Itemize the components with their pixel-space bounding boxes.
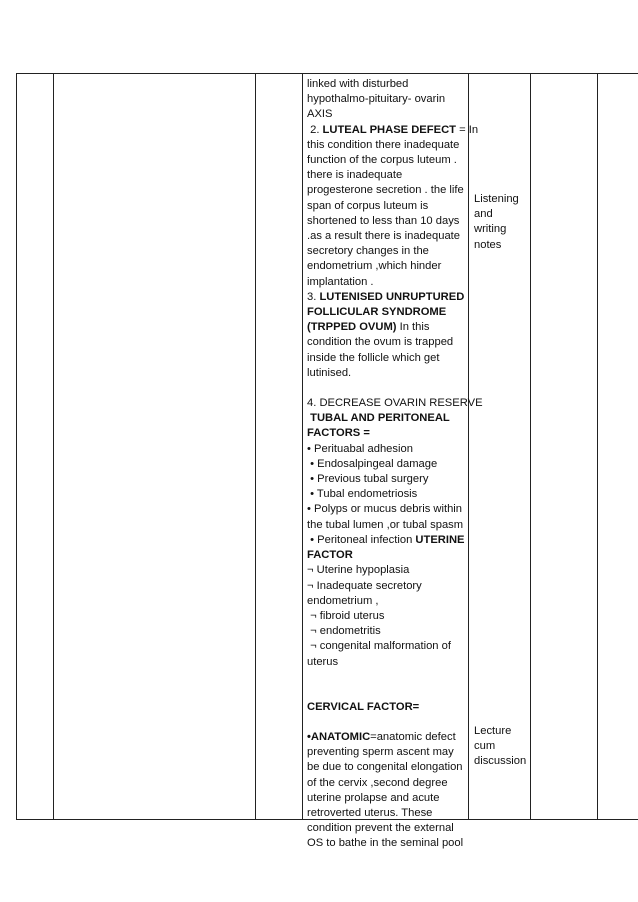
peritoneal-line: • Peritoneal infection UTERINE xyxy=(307,533,465,546)
content-line: .as a result there is inadequate xyxy=(307,230,460,243)
content-line: secretory changes in the xyxy=(307,245,429,258)
spacer xyxy=(307,670,465,700)
uterine-item: ¬ endometritis xyxy=(307,625,381,638)
content-line: condition the ovum is trapped xyxy=(307,336,454,349)
anatomic-detail: uterine prolapse and acute xyxy=(307,791,440,804)
method-line: and xyxy=(474,208,493,221)
tubal-heading-2: FACTORS = xyxy=(307,427,370,440)
content-line: linked with disturbed xyxy=(307,78,409,90)
spacer xyxy=(307,715,465,730)
anatomic-line: •ANATOMIC=anatomic defect xyxy=(307,730,456,743)
luteal-phase-heading: 2. LUTEAL PHASE DEFECT = In xyxy=(307,123,479,136)
tubal-item: • Tubal endometriosis xyxy=(307,488,418,501)
column-divider-4 xyxy=(468,73,469,819)
column-divider-3 xyxy=(302,73,303,819)
anatomic-detail: preventing sperm ascent may xyxy=(307,746,454,759)
uterine-item: ¬ Inadequate secretory xyxy=(307,579,422,592)
column-divider-1 xyxy=(53,73,54,819)
content-cell xyxy=(307,77,483,852)
content-line: endometrium ,which hinder xyxy=(307,260,442,273)
anatomic-detail: of the cervix ,second degree xyxy=(307,776,448,789)
tubal-item: • Polyps or mucus debris within xyxy=(307,503,463,516)
trapped-ovum-line: (TRPPED OVUM) In this xyxy=(307,321,430,334)
content-line: span of corpus luteum is xyxy=(307,199,429,212)
content-line: shortened to less than 10 days xyxy=(307,214,460,227)
content-line: implantation . xyxy=(307,275,374,288)
method-line: notes xyxy=(474,238,502,251)
spacer xyxy=(307,381,465,396)
method-line: Listening xyxy=(474,193,519,205)
cervical-heading: CERVICAL FACTOR= xyxy=(307,700,420,713)
ovarian-reserve-line: 4. DECREASE OVARIN RESERVE xyxy=(307,397,483,410)
content-line: progesterone secretion . the life xyxy=(307,184,464,197)
content-line: this condition there inadequate xyxy=(307,138,460,151)
anatomic-detail: be due to congenital elongation xyxy=(307,761,463,774)
method-line: Lecture xyxy=(474,725,512,737)
uterine-item: ¬ fibroid uterus xyxy=(307,609,385,622)
anatomic-detail: retroverted uterus. These xyxy=(307,806,433,819)
table-border-left xyxy=(16,73,17,819)
content-line: inside the follicle which get xyxy=(307,351,440,364)
uterine-item: endometrium , xyxy=(307,594,379,607)
method-line: discussion xyxy=(474,755,527,768)
tubal-item: the tubal lumen ,or tubal spasm xyxy=(307,518,464,531)
tubal-item: • Previous tubal surgery xyxy=(307,473,429,486)
tubal-item: • Endosalpingeal damage xyxy=(307,457,438,470)
content-line: there is inadequate xyxy=(307,169,403,182)
teaching-method-1 xyxy=(474,192,530,253)
column-divider-6 xyxy=(597,73,598,819)
uterine-item: ¬ congenital malformation of xyxy=(307,640,451,653)
uterine-heading: FACTOR xyxy=(307,549,353,562)
content-line: function of the corpus luteum . xyxy=(307,154,457,167)
uterine-item: uterus xyxy=(307,655,339,668)
content-line: hypothalmo-pituitary- ovarin xyxy=(307,93,446,106)
column-divider-5 xyxy=(530,73,531,819)
content-line: lutinised. xyxy=(307,366,352,379)
uterine-item: ¬ Uterine hypoplasia xyxy=(307,564,410,577)
anatomic-detail: condition prevent the external xyxy=(307,822,454,835)
tubal-heading: TUBAL AND PERITONEAL xyxy=(307,412,450,425)
lutenised-heading: 3. LUTENISED UNRUPTURED xyxy=(307,290,465,303)
column-divider-2 xyxy=(255,73,256,819)
lutenised-heading-2: FOLLICULAR SYNDROME xyxy=(307,306,447,319)
content-line: AXIS xyxy=(307,108,333,121)
method-line: writing xyxy=(474,223,507,236)
tubal-item: • Perituabal adhesion xyxy=(307,442,413,455)
anatomic-detail: OS to bathe in the seminal pool xyxy=(307,837,464,850)
method-line: cum xyxy=(474,740,496,753)
teaching-method-2 xyxy=(474,724,530,770)
